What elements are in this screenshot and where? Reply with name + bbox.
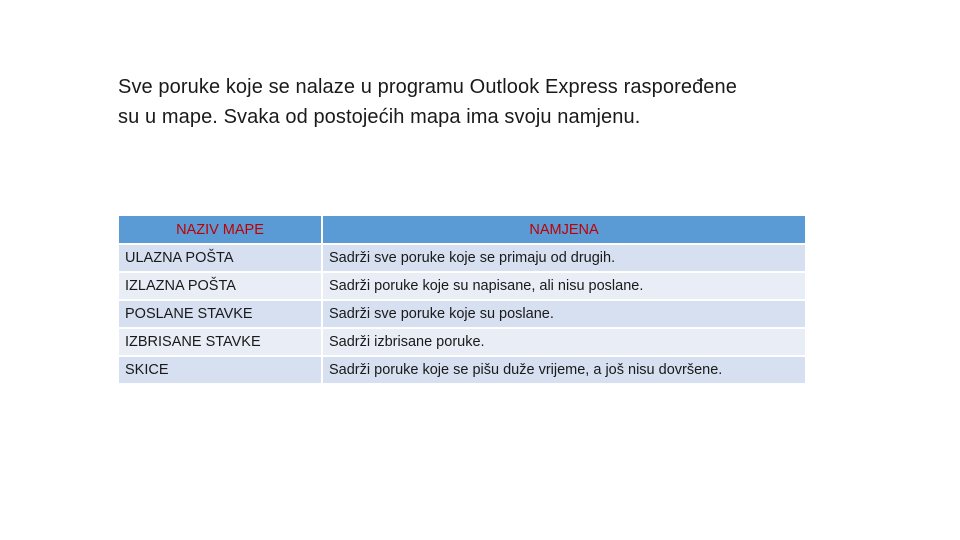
table-row — [119, 245, 805, 271]
folder-name-cell: SKICE — [119, 357, 321, 383]
folder-name-cell: IZBRISANE STAVKE — [119, 329, 321, 355]
intro-line-1: Sve poruke koje se nalaze u programu Outlook Express raspoređene — [118, 76, 737, 98]
folders-table — [117, 214, 807, 385]
folder-name-cell: POSLANE STAVKE — [119, 301, 321, 327]
folder-purpose-cell: Sadrži izbrisane poruke. — [323, 329, 805, 355]
folder-purpose-cell: Sadrži sve poruke koje su poslane. — [323, 301, 805, 327]
intro-line-2: su u mape. Svaka od postojećih mapa ima svoju namjenu. — [118, 106, 641, 128]
table-row — [119, 301, 805, 327]
header-folder-name: NAZIV MAPE — [119, 216, 321, 243]
folder-purpose-cell: Sadrži sve poruke koje se primaju od drugih. — [323, 245, 805, 271]
table-row — [119, 273, 805, 299]
table-row — [119, 357, 805, 383]
folder-name-cell: ULAZNA POŠTA — [119, 245, 321, 271]
intro-text — [118, 72, 838, 132]
table-header-row — [119, 216, 805, 243]
header-purpose: NAMJENA — [323, 216, 805, 243]
folder-purpose-cell: Sadrži poruke koje su napisane, ali nisu poslane. — [323, 273, 805, 299]
table-row — [119, 329, 805, 355]
folder-name-cell: IZLAZNA POŠTA — [119, 273, 321, 299]
folder-purpose-cell: Sadrži poruke koje se pišu duže vrijeme, a još nisu dovršene. — [323, 357, 805, 383]
